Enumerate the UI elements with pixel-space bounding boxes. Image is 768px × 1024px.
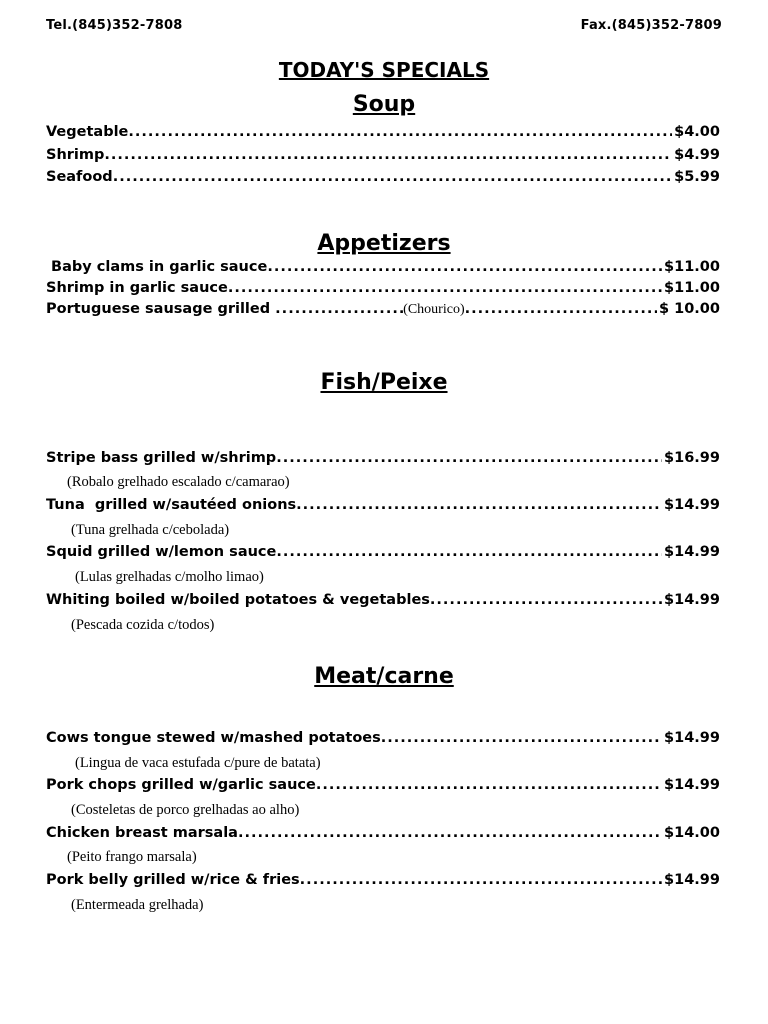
item-translation: (Tuna grelhada c/cebolada): [71, 522, 230, 538]
leader-dots: [316, 777, 662, 793]
leader-dots: [275, 301, 403, 317]
leader-dots: [381, 730, 662, 746]
item-name: Seafood: [46, 169, 113, 185]
menu-item: [46, 592, 720, 612]
menu-item: [46, 450, 720, 470]
menu-item: [46, 730, 720, 750]
item-price: $14.99: [664, 730, 720, 746]
item-translation: (Entermeada grelhada): [71, 897, 204, 913]
leader-dots: [276, 544, 662, 560]
leader-dots: [300, 872, 662, 888]
section-heading-fish-text: Fish/Peixe: [320, 370, 448, 395]
leader-dots: [238, 825, 662, 841]
section-heading-meat: [0, 664, 768, 689]
item-price: $11.00: [664, 280, 720, 296]
menu-item: [46, 301, 720, 321]
leader-dots: [296, 497, 662, 513]
section-heading-appetizers-text: Appetizers: [317, 231, 451, 256]
menu-item: [46, 497, 720, 517]
item-price: $14.99: [664, 872, 720, 888]
leader-dots: [104, 147, 672, 163]
item-name: Pork belly grilled w/rice & fries: [46, 872, 300, 888]
item-price: $5.99: [674, 169, 720, 185]
item-translation: (Peito frango marsala): [67, 849, 197, 865]
item-name: Whiting boiled w/boiled potatoes & vegetables: [46, 592, 430, 608]
phone-number: Tel.(845)352-7808: [46, 18, 183, 33]
section-heading-soup: [0, 92, 768, 117]
item-translation: (Costeletas de porco grelhadas ao alho): [71, 802, 300, 818]
item-note: (Chourico): [403, 302, 465, 317]
item-price: $11.00: [664, 259, 720, 275]
item-name: Squid grilled w/lemon sauce: [46, 544, 277, 560]
menu-item: [46, 777, 720, 797]
item-translation: (Pescada cozida c/todos): [71, 617, 215, 633]
item-price: $14.99: [664, 544, 720, 560]
item-name: Vegetable: [46, 124, 129, 140]
item-name: Baby clams in garlic sauce: [46, 259, 268, 275]
item-name: Tuna grilled w/sautéed onions: [46, 497, 297, 513]
menu-item: [46, 544, 720, 564]
item-translation: (Robalo grelhado escalado c/camarao): [67, 474, 290, 490]
item-price: $14.99: [664, 777, 720, 793]
section-heading-appetizers: [0, 231, 768, 256]
leader-dots: [128, 124, 672, 140]
leader-dots: [228, 280, 662, 296]
menu-item: [46, 280, 720, 300]
section-heading-soup-text: Soup: [352, 92, 416, 117]
menu-item: [46, 124, 720, 144]
leader-dots: [465, 301, 657, 317]
section-heading-fish: [0, 370, 768, 395]
item-price: $14.99: [664, 497, 720, 513]
page-title-text: TODAY'S SPECIALS: [278, 58, 490, 82]
item-price: $16.99: [664, 450, 720, 466]
menu-item: [46, 147, 720, 167]
item-price: $14.99: [664, 592, 720, 608]
item-name: Stripe bass grilled w/shrimp: [46, 450, 277, 466]
leader-dots: [267, 259, 662, 275]
item-price: $4.99: [674, 147, 720, 163]
item-name: Shrimp in garlic sauce: [46, 280, 228, 296]
menu-item: [46, 259, 720, 279]
item-name: Portuguese sausage grilled: [46, 301, 276, 317]
item-name: Cows tongue stewed w/mashed potatoes: [46, 730, 381, 746]
menu-item: [46, 169, 720, 189]
item-translation: (Lulas grelhadas c/molho limao): [75, 569, 264, 585]
menu-item: [46, 872, 720, 892]
item-name: Chicken breast marsala: [46, 825, 238, 841]
item-price: $4.00: [674, 124, 720, 140]
menu-item: [46, 825, 720, 845]
item-translation: (Lingua de vaca estufada c/pure de batata): [75, 755, 321, 771]
leader-dots: [276, 450, 662, 466]
leader-dots: [430, 592, 662, 608]
item-name: Shrimp: [46, 147, 105, 163]
item-price: $ 10.00: [658, 301, 720, 317]
fax-number: Fax.(845)352-7809: [580, 18, 722, 33]
page-title: [0, 58, 768, 82]
section-heading-meat-text: Meat/carne: [314, 664, 454, 689]
item-price: $14.00: [664, 825, 720, 841]
item-name: Pork chops grilled w/garlic sauce: [46, 777, 316, 793]
leader-dots: [113, 169, 672, 185]
